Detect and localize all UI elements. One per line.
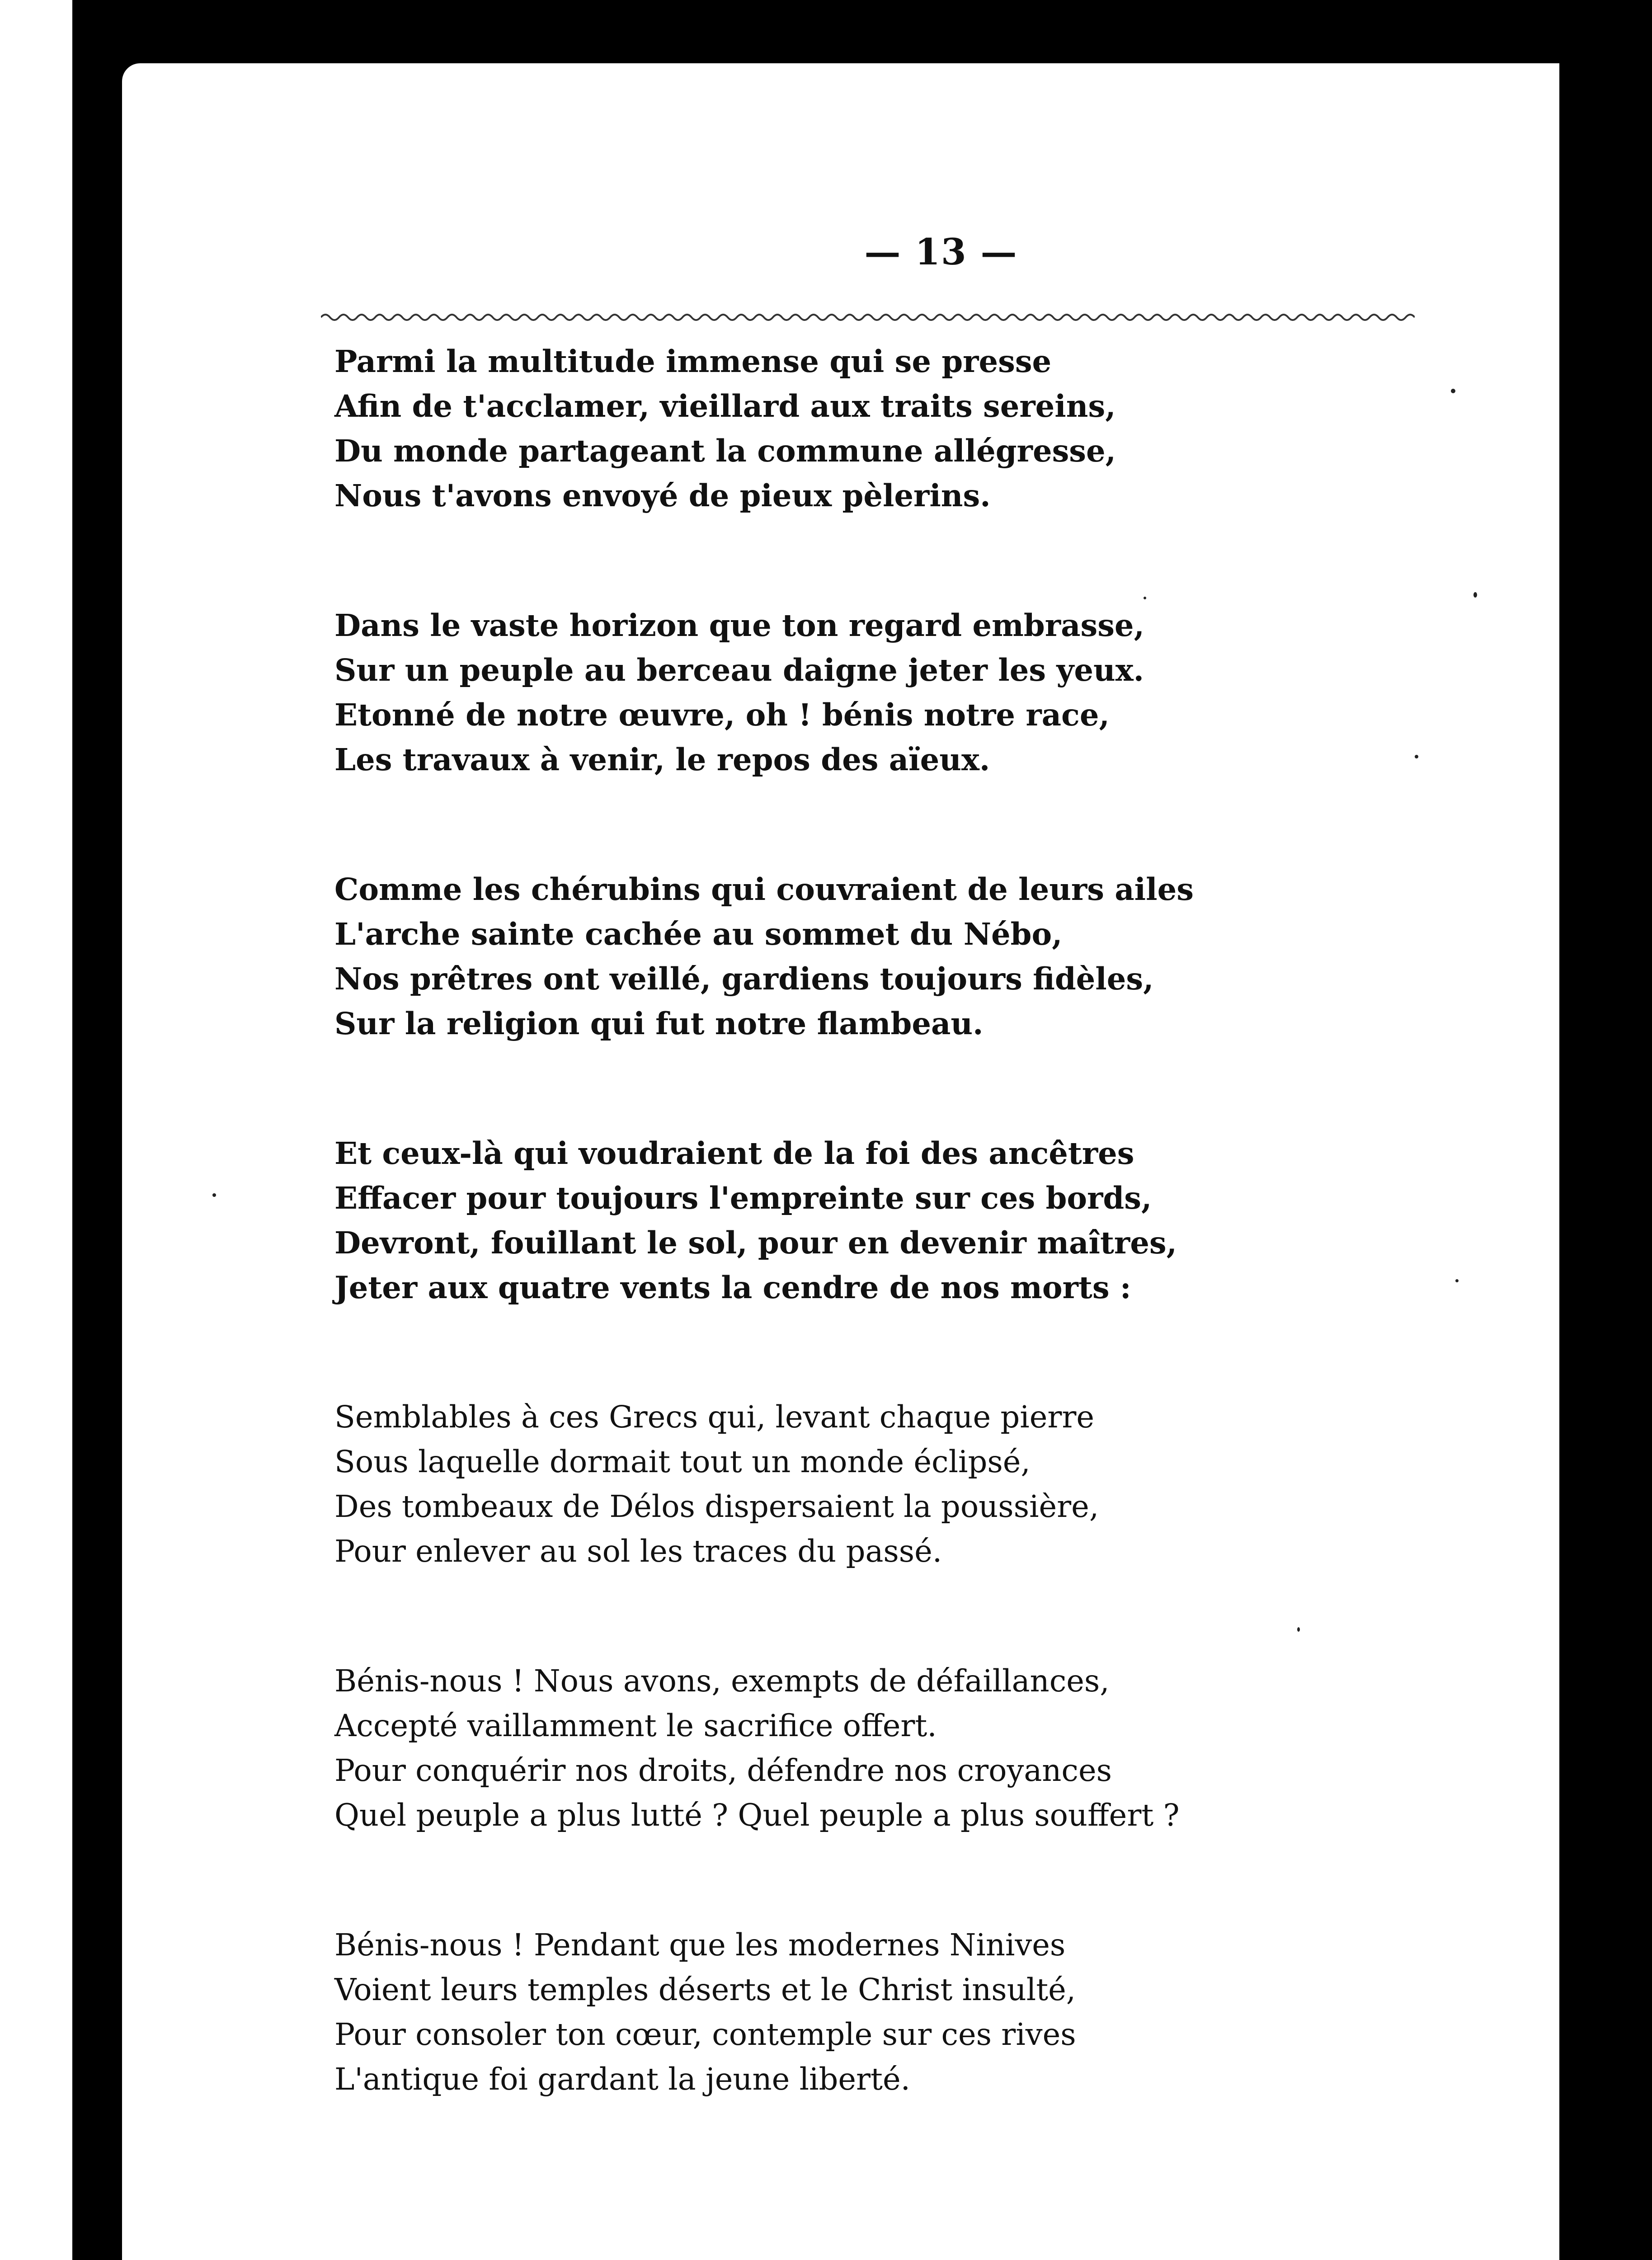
verse-line: Du monde partageant la commune allégresse, [334, 433, 1116, 469]
verse-line: Parmi la multitude immense qui se presse [334, 344, 1052, 379]
stanza-5 [334, 1395, 1487, 1574]
stanza-7 [334, 1923, 1487, 2102]
facing-page-edge [0, 0, 72, 2260]
verse-line: Sous laquelle dormait tout un monde éclipsé, [334, 1444, 1031, 1479]
wavy-header-rule [321, 307, 1415, 325]
verse-line: Jeter aux quatre vents la cendre de nos morts : [334, 1270, 1131, 1305]
verse-line: Sur un peuple au berceau daigne jeter les yeux. [334, 652, 1144, 688]
verse-line: Voient leurs temples déserts et le Christ insulté, [334, 1972, 1076, 2007]
stanza-2 [334, 603, 1487, 782]
verse-line: Pour consoler ton cœur, contemple sur ces rives [334, 2017, 1076, 2052]
verse-line: Comme les chérubins qui couvraient de leurs ailes [334, 871, 1194, 907]
verse-line: Effacer pour toujours l'empreinte sur ces bords, [334, 1180, 1152, 1216]
verse-line: Devront, fouillant le sol, pour en devenir maîtres, [334, 1225, 1177, 1261]
verse-line: Semblables à ces Grecs qui, levant chaque pierre [334, 1399, 1095, 1435]
verse-line: Pour conquérir nos droits, défendre nos croyances [334, 1753, 1112, 1788]
print-speck [212, 1193, 216, 1197]
verse-line: Accepté vaillamment le sacrifice offert. [334, 1708, 937, 1743]
stanza-6 [334, 1659, 1487, 1838]
verse-line: Bénis-nous ! Nous avons, exempts de défaillances, [334, 1663, 1110, 1699]
stanza-3 [334, 867, 1487, 1046]
verse-line: Bénis-nous ! Pendant que les modernes Ninives [334, 1927, 1066, 1963]
page-number: — 13 — [864, 231, 1018, 273]
verse-line: L'arche sainte cachée au sommet du Nébo, [334, 916, 1063, 952]
verse-line: Afin de t'acclamer, vieillard aux traits sereins, [334, 388, 1116, 424]
verse-line: Etonné de notre œuvre, oh ! bénis notre race, [334, 697, 1110, 733]
verse-line: Des tombeaux de Délos dispersaient la poussière, [334, 1489, 1099, 1524]
book-gutter [72, 0, 122, 2260]
stanza-4 [334, 1131, 1487, 1310]
verse-line: Pour enlever au sol les traces du passé. [334, 1534, 942, 1569]
verse-line: Dans le vaste horizon que ton regard embrasse, [334, 607, 1144, 643]
verse-line: Nous t'avons envoyé de pieux pèlerins. [334, 478, 991, 513]
verse-line: Et ceux-là qui voudraient de la foi des ancêtres [334, 1135, 1134, 1171]
verse-line: Sur la religion qui fut notre flambeau. [334, 1006, 984, 1041]
stanza-1 [334, 339, 1487, 518]
poem [334, 339, 1487, 2187]
verse-line: Nos prêtres ont veillé, gardiens toujours fidèles, [334, 961, 1154, 997]
verse-line: L'antique foi gardant la jeune liberté. [334, 2062, 910, 2097]
verse-line: Quel peuple a plus lutté ? Quel peuple a plus souffert ? [334, 1798, 1180, 1833]
verse-line: Les travaux à venir, le repos des aïeux. [334, 742, 990, 777]
